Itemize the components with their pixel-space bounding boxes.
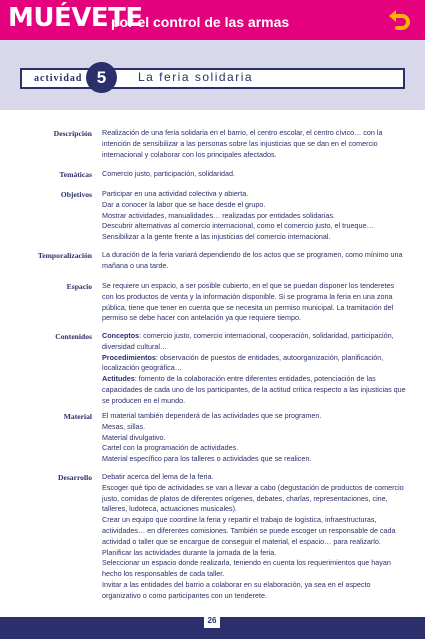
list-item: Seleccionar un espacio donde realizarla, teniendo en cuenta los requerimientos que hayan hecho los responsables de cada taller. — [102, 558, 391, 579]
header-bar — [0, 0, 425, 40]
section-label: Contenidos — [55, 332, 92, 341]
section-label: Temporalización — [37, 251, 92, 260]
list-item: Conceptos: comercio justo, comercio internacional, cooperación, solidaridad, participación, diversidad cultural… — [102, 331, 394, 351]
list-item: Actitudes: fomento de la colaboración entre diferentes entidades, potenciación de las capacidades de cada uno de los participantes, de la actitud crítica respecto a las injusticias que se producen en el mundo. — [102, 374, 406, 405]
section-label: Espacio — [66, 282, 92, 291]
list-item: Descubrir alternativas al comercio internacional, como el comercio justo, el trueque… — [102, 221, 374, 231]
brand-title: MUÉVETE — [8, 3, 143, 33]
term: Conceptos — [102, 331, 140, 340]
list-item: Sensibilizar a la gente frente a las injusticias del comercio internacional. — [102, 232, 331, 242]
back-arrow-icon[interactable] — [386, 6, 414, 34]
header-subtitle: por el control de las armas — [111, 14, 290, 30]
activity-number-badge: 5 — [86, 62, 117, 93]
section-label: Objetivos — [60, 190, 92, 199]
activity-title: La feria solidaria — [138, 70, 254, 84]
list-item: Planificar las actividades durante la jornada de la feria. — [102, 547, 277, 557]
list-item: Mesas, sillas. — [102, 421, 146, 431]
list-item: Crear un equipo que coordine la feria y repartir el trabajo de logística, infraestructuras, actividades… en diferentes comisiones. También se puede escoger un responsable de cada actividad o taller que se encargue de conseguir el material, el espacio… para realizarlo. — [102, 515, 396, 546]
term: Procedimientos — [102, 352, 156, 362]
section-text: Comercio justo, participación, solidaridad. — [102, 169, 236, 178]
section-label: Descripción — [53, 129, 92, 138]
list-item: Escoger qué tipo de actividades se van a llevar a cabo (degustación de productos de comercio justo, comidas de platos de diferentes orígenes, debates, charlas, representaciones, cine, talleres, ludoteca, actuaciones musicales). — [102, 482, 404, 514]
list-item: Dar a conocer la labor que se hace desde el grupo. — [102, 199, 266, 209]
page-number: 26 — [204, 614, 220, 628]
section-label: Temáticas — [59, 170, 92, 179]
list-item: El material también dependerá de las actividades que se programen. — [102, 411, 322, 420]
term: Actitudes — [102, 374, 135, 384]
section-text: Se requiere un espacio, a ser posible cubierto, en el que se puedan disponer los tenderetes con los productos de venta y la información disponible. Si se programa la feria en una zona pública, tiene que tener en cuenta que se necesita un permiso municipal. La tramitación del permiso se debe hacer con antelación ya que requiere tiempo. — [102, 281, 395, 323]
activity-label: actividad — [34, 73, 83, 84]
list-item: Material específico para los talleres o actividades que se realicen. — [102, 454, 312, 464]
list-item: Participar en una actividad colectiva y abierta. — [102, 189, 249, 198]
list-item: Procedimientos: observación de puestos de entidades, autoorganización, planificación, localización geográfica… — [102, 352, 384, 373]
list-item: Cartel con la programación de actividades. — [102, 443, 239, 453]
list-item: Invitar a las entidades del barrio a colaborar en su elaboración, ya sea en el aspecto organizativo o como participantes con un tenderete. — [102, 579, 371, 600]
list-item: Debatir acerca del lema de la feria. — [102, 472, 214, 481]
list-item: Mostrar actividades, manualidades… realizadas por entidades solidarias. — [102, 210, 335, 220]
section-text: Realización de una feria solidaria en el barrio, el centro escolar, el centro cívico… con la intención de sensibilizar a las personas sobre las injusticias que se dan en el comercio internacional y colaborar con los principales afectados. — [102, 128, 383, 159]
section-label: Material — [63, 412, 92, 421]
section-label: Desarrollo — [57, 473, 92, 482]
list-item: Material divulgativo. — [102, 432, 166, 442]
section-text: La duración de la feria variará dependiendo de los actos que se programen, como mínimo una mañana o una tarde. — [102, 250, 403, 270]
